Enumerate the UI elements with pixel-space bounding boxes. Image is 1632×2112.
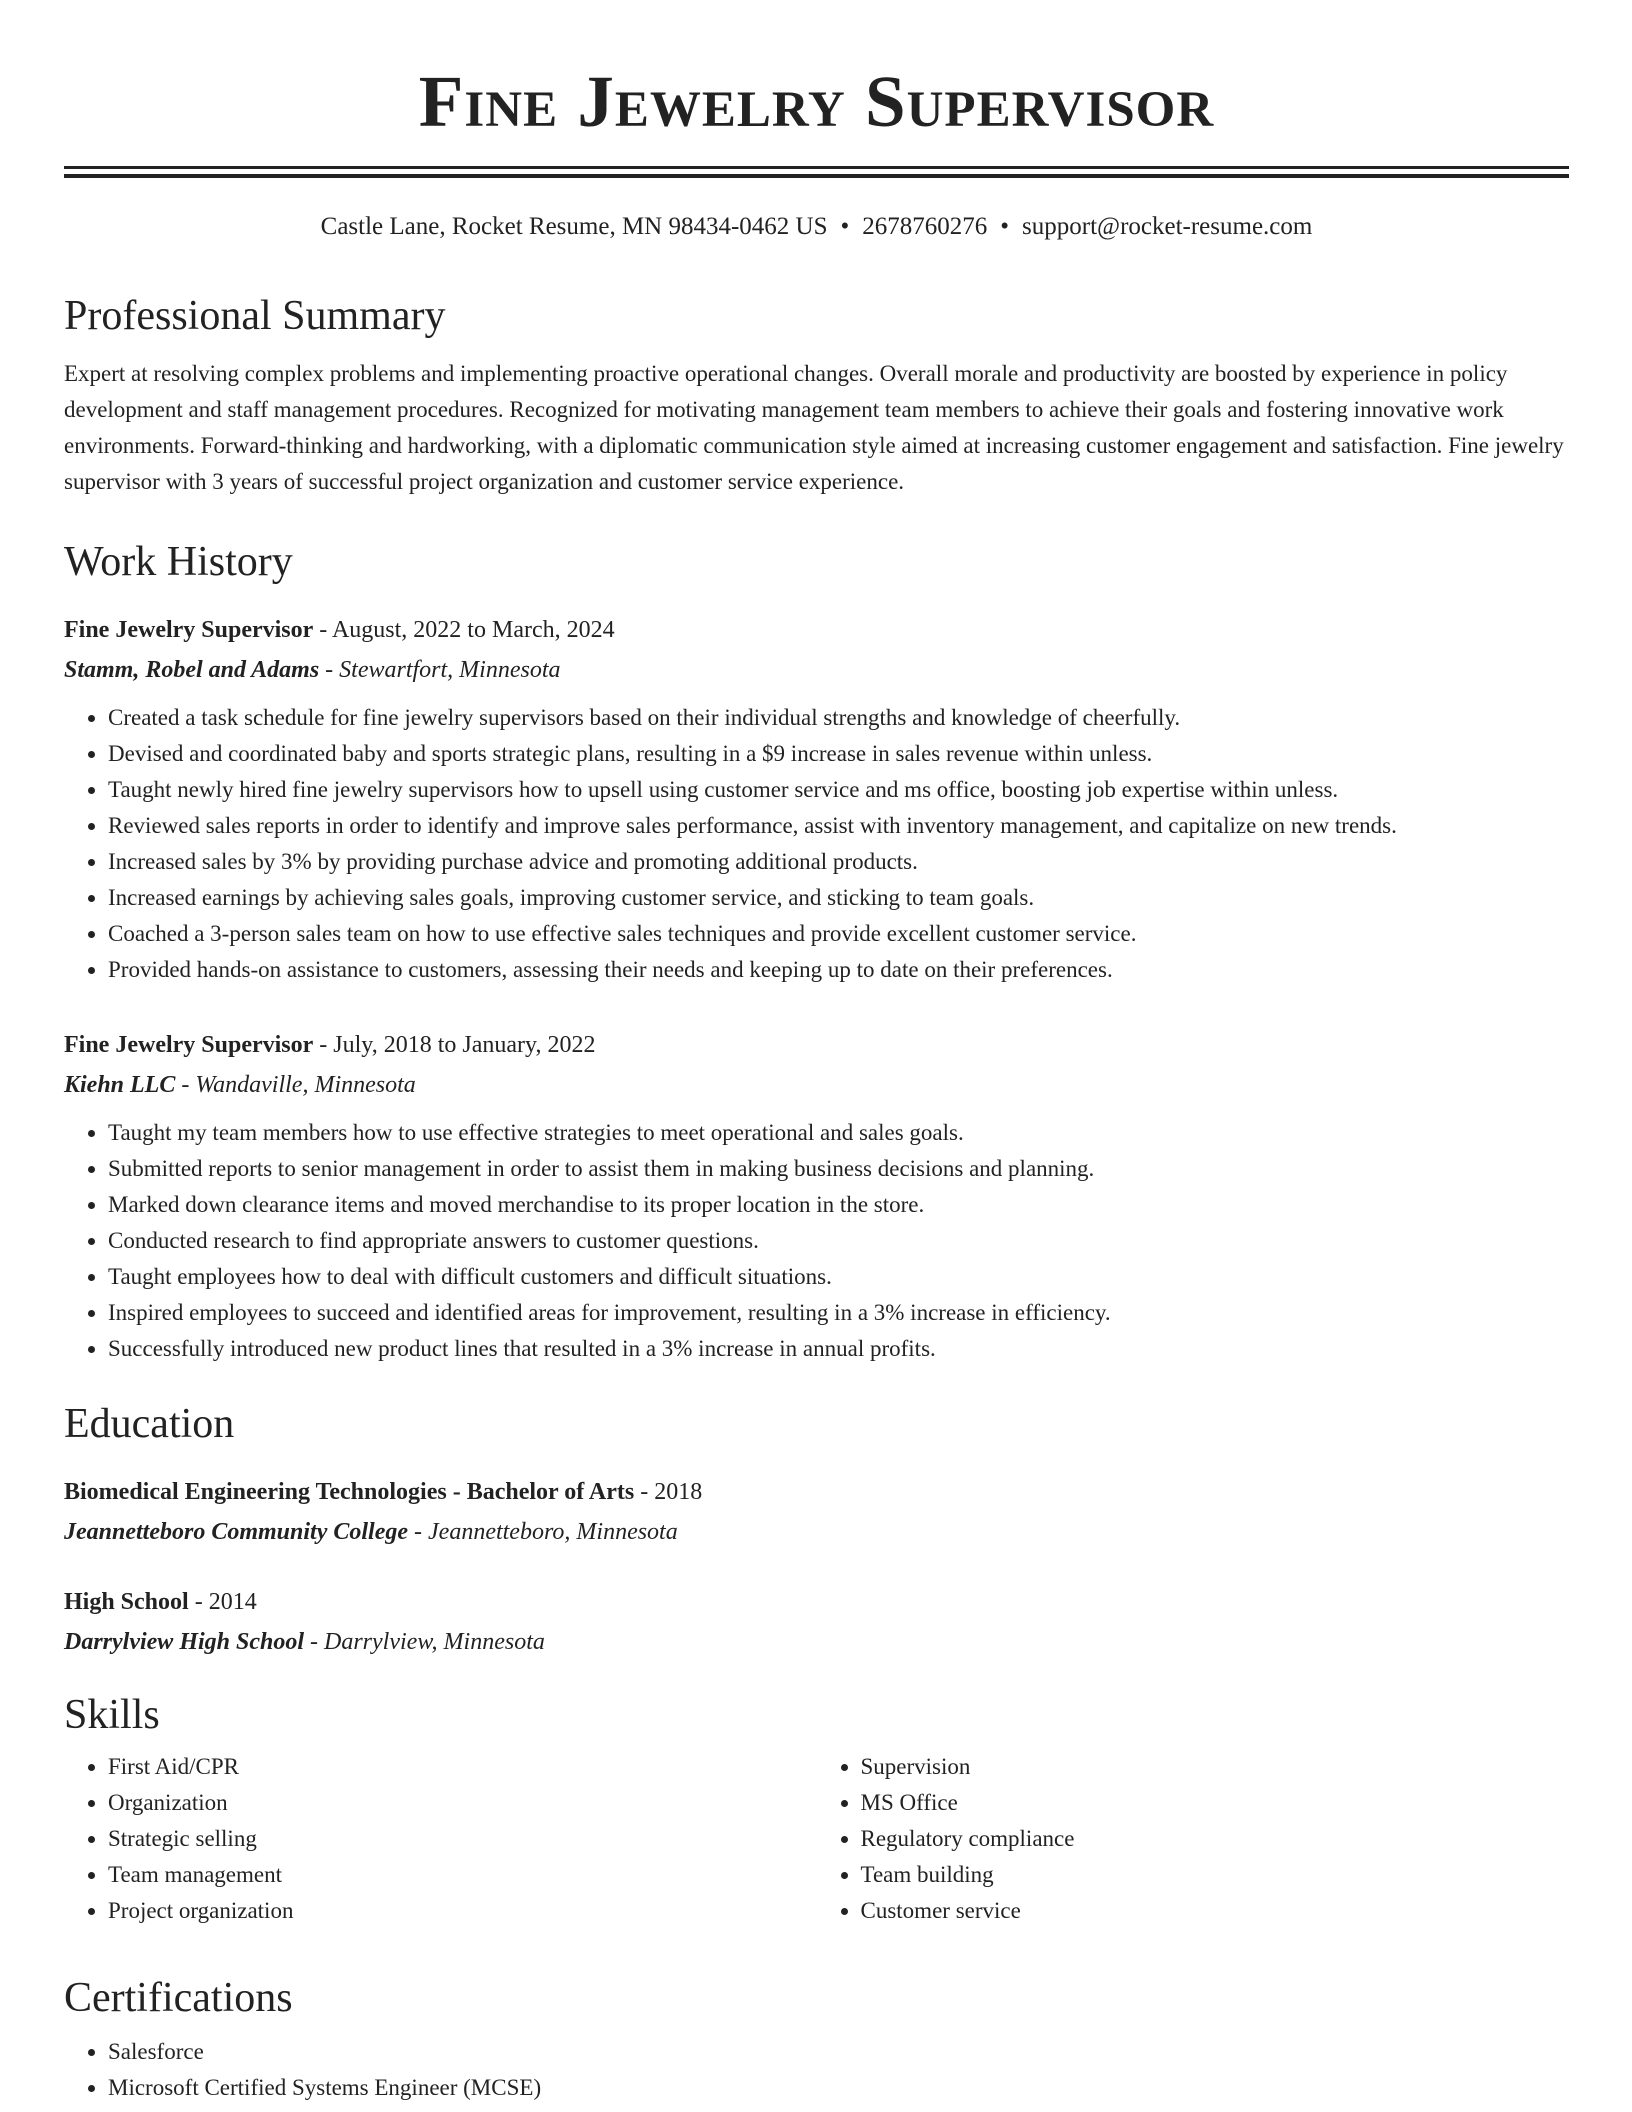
degree-line xyxy=(64,1584,1569,1620)
job-company: Kiehn LLC xyxy=(64,1072,176,1098)
job-company: Stamm, Robel and Adams xyxy=(64,657,320,683)
skill-item: • MS Office xyxy=(861,1785,1570,1821)
school-location: - Jeannetteboro, Minnesota xyxy=(408,1519,678,1545)
contact-separator: • xyxy=(840,213,850,240)
contact-email: support@rocket-resume.com xyxy=(1022,213,1313,240)
list-item: • Taught newly hired fine jewelry supervisors how to upsell using customer service and ms office, boosting job expertise within unless. xyxy=(108,772,1569,808)
skill-item: • Team management xyxy=(108,1857,817,1893)
list-item: • Devised and coordinated baby and sports strategic plans, resulting in a $9 increase in sales revenue within unless. xyxy=(108,736,1569,772)
job-company-line xyxy=(64,652,1569,688)
skill-item: • Supervision xyxy=(861,1749,1570,1785)
certification-item: • Microsoft Certified Systems Engineer (MCSE) xyxy=(108,2070,1569,2106)
list-item: • Inspired employees to succeed and identified areas for improvement, resulting in a 3% increase in efficiency. xyxy=(108,1295,1569,1331)
list-item: • Increased sales by 3% by providing purchase advice and promoting additional products. xyxy=(108,844,1569,880)
list-item: • Taught employees how to deal with difficult customers and difficult situations. xyxy=(108,1259,1569,1295)
resume-page xyxy=(64,0,1569,2100)
job-bullet-list xyxy=(64,700,1569,988)
skill-item: • Regulatory compliance xyxy=(861,1821,1570,1857)
certification-item: • Salesforce xyxy=(108,2034,1569,2070)
job-title-line xyxy=(64,612,1569,648)
list-item: • Successfully introduced new product lines that resulted in a 3% increase in annual profits. xyxy=(108,1331,1569,1367)
skill-item: • First Aid/CPR xyxy=(108,1749,817,1785)
skills-list-left xyxy=(64,1749,817,1929)
certifications-list xyxy=(64,2034,1569,2106)
job-title: Fine Jewelry Supervisor xyxy=(64,1032,314,1058)
list-item: • Increased earnings by achieving sales goals, improving customer service, and sticking to team goals. xyxy=(108,880,1569,916)
graduation-year: - 2018 xyxy=(634,1479,703,1505)
list-item: • Provided hands-on assistance to customers, assessing their needs and keeping up to date on their preferences. xyxy=(108,952,1569,988)
job-company-line xyxy=(64,1067,1569,1103)
work-history-section xyxy=(64,536,1569,588)
section-heading-summary: Professional Summary xyxy=(64,293,446,339)
education-entry xyxy=(64,1474,1569,1550)
job-location: - Wandaville, Minnesota xyxy=(175,1072,416,1098)
section-heading-skills: Skills xyxy=(64,1692,160,1738)
school-name: Jeannetteboro Community College xyxy=(64,1519,409,1545)
contact-address: Castle Lane, Rocket Resume, MN 98434-0462 US xyxy=(320,213,828,240)
list-item: • Taught my team members how to use effective strategies to meet operational and sales goals. xyxy=(108,1115,1569,1151)
education-section xyxy=(64,1398,1569,1450)
job-dates: - July, 2018 to January, 2022 xyxy=(313,1032,596,1058)
school-location: - Darrylview, Minnesota xyxy=(304,1629,545,1655)
job-bullet-list xyxy=(64,1115,1569,1367)
contact-phone: 2678760276 xyxy=(862,213,988,240)
certifications-section xyxy=(64,1972,1569,2106)
skill-item: • Customer service xyxy=(861,1893,1570,1929)
summary-section xyxy=(64,290,1569,500)
section-heading-education: Education xyxy=(64,1401,235,1447)
job-title: Fine Jewelry Supervisor xyxy=(64,617,314,643)
list-item: • Reviewed sales reports in order to identify and improve sales performance, assist with inventory management, and capitalize on new trends. xyxy=(108,808,1569,844)
list-item: • Conducted research to find appropriate answers to customer questions. xyxy=(108,1223,1569,1259)
section-heading-certifications: Certifications xyxy=(64,1975,293,2021)
resume-header xyxy=(64,58,1569,243)
degree: Biomedical Engineering Technologies - Bachelor of Arts xyxy=(64,1479,635,1505)
header-divider-thick xyxy=(64,174,1569,178)
header-divider-thin xyxy=(64,166,1569,169)
skill-item: • Strategic selling xyxy=(108,1821,817,1857)
skill-item: • Team building xyxy=(861,1857,1570,1893)
job-dates: - August, 2022 to March, 2024 xyxy=(313,617,615,643)
list-item: • Marked down clearance items and moved merchandise to its proper location in the store. xyxy=(108,1187,1569,1223)
graduation-year: - 2014 xyxy=(188,1589,257,1615)
degree-line xyxy=(64,1474,1569,1510)
skills-columns xyxy=(64,1749,1569,1929)
job-title-line xyxy=(64,1027,1569,1063)
school-line xyxy=(64,1624,1569,1660)
education-entry xyxy=(64,1584,1569,1660)
list-item: • Created a task schedule for fine jewelry supervisors based on their individual strengths and knowledge of cheerfully. xyxy=(108,700,1569,736)
skills-section xyxy=(64,1689,1569,1929)
skill-item: • Project organization xyxy=(108,1893,817,1929)
summary-text: Expert at resolving complex problems and implementing proactive operational changes. Overall morale and productivity are boosted by experience in policy development and staff management procedures. Recognized for motivating management team members to achieve their goals and fostering innovative work environments. Forward-thinking and hardworking, with a diplomatic communication style aimed at increasing customer engagement and satisfaction. Fine jewelry supervisor with 3 years of successful project organization and customer service experience. xyxy=(64,361,1564,494)
list-item: • Submitted reports to senior management in order to assist them in making business decisions and planning. xyxy=(108,1151,1569,1187)
school-line xyxy=(64,1514,1569,1550)
degree: High School xyxy=(64,1589,189,1615)
job-location: - Stewartfort, Minnesota xyxy=(319,657,561,683)
contact-line xyxy=(64,211,1569,243)
list-item: • Coached a 3-person sales team on how to use effective sales techniques and provide excellent customer service. xyxy=(108,916,1569,952)
section-heading-work-history: Work History xyxy=(64,539,293,585)
candidate-name: Fine Jewelry Supervisor xyxy=(418,61,1215,142)
school-name: Darrylview High School xyxy=(64,1629,305,1655)
job-entry xyxy=(64,1027,1569,1367)
skill-item: • Organization xyxy=(108,1785,817,1821)
contact-separator: • xyxy=(1000,213,1010,240)
job-entry xyxy=(64,612,1569,988)
skills-list-right xyxy=(817,1749,1570,1929)
